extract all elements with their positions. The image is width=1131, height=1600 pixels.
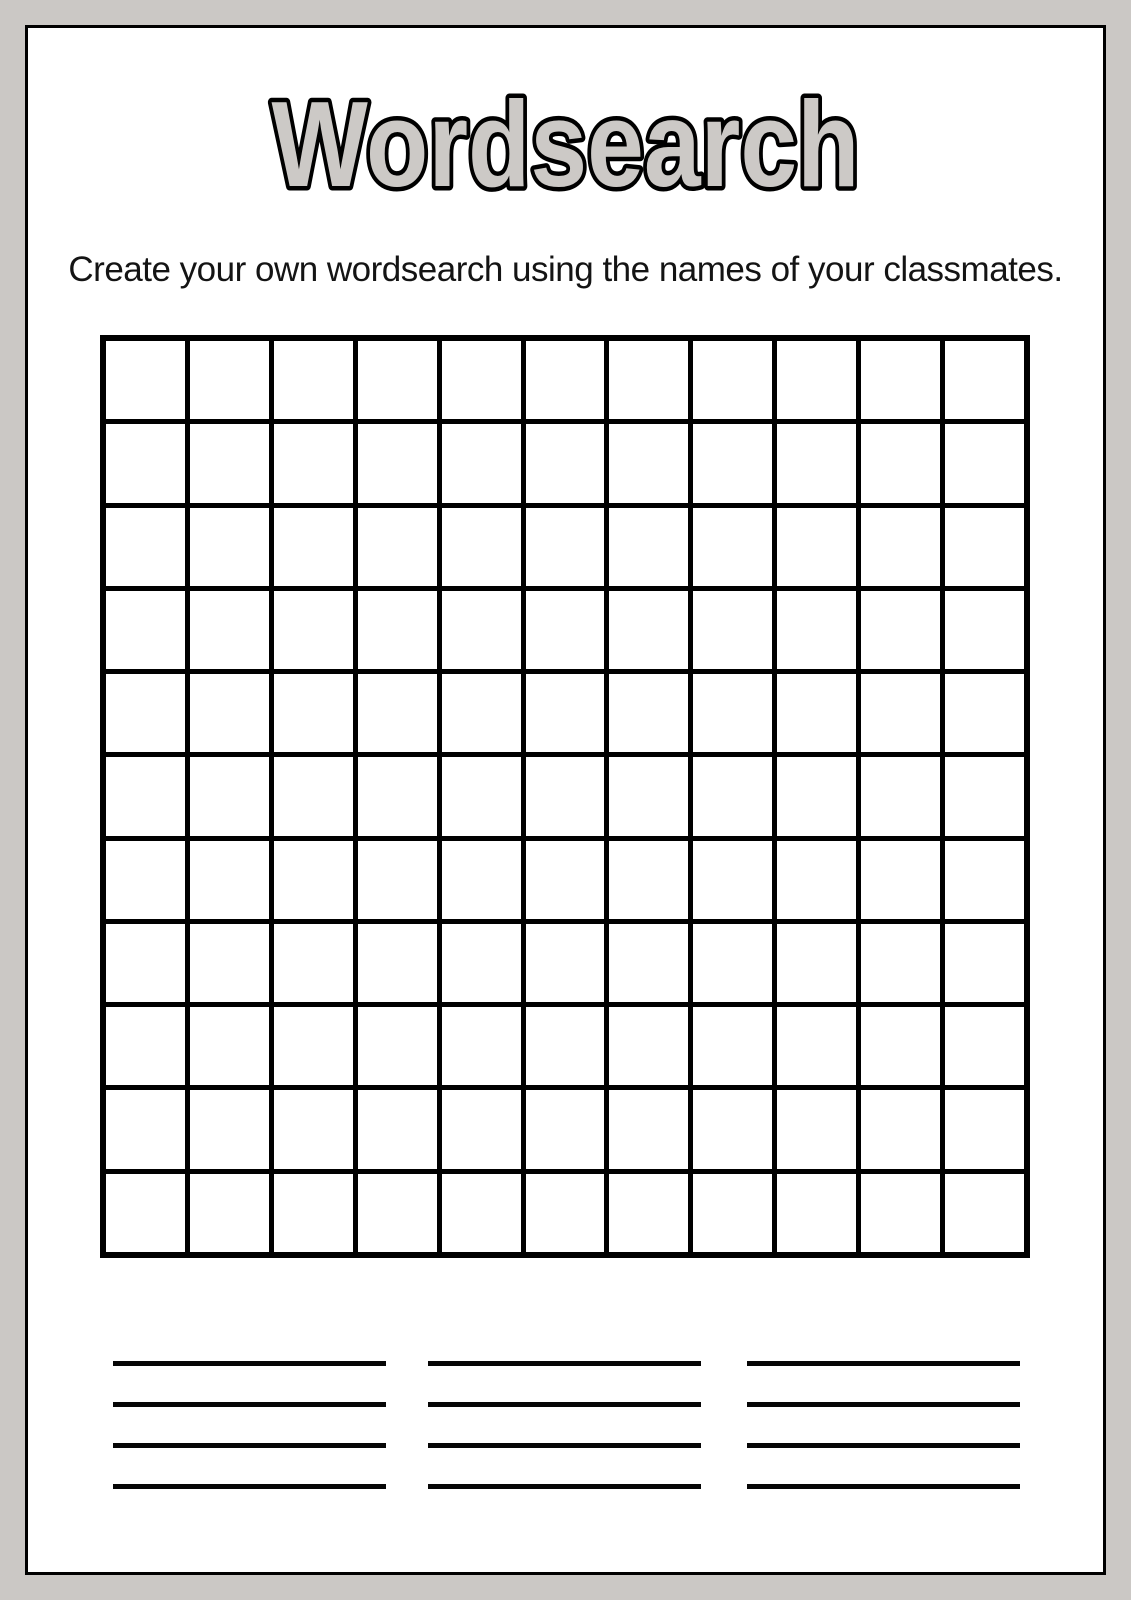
grid-cell[interactable] — [190, 1007, 269, 1085]
wordsearch-grid — [100, 335, 1030, 1258]
grid-cell[interactable] — [526, 757, 605, 835]
grid-cell[interactable] — [609, 591, 688, 669]
grid-cell[interactable] — [358, 757, 437, 835]
grid-cell[interactable] — [526, 924, 605, 1002]
grid-cell[interactable] — [777, 924, 856, 1002]
grid-cell[interactable] — [274, 1007, 353, 1085]
grid-cell[interactable] — [274, 674, 353, 752]
grid-cell[interactable] — [609, 757, 688, 835]
grid-cell[interactable] — [526, 591, 605, 669]
grid-cell[interactable] — [358, 924, 437, 1002]
grid-cell[interactable] — [777, 1090, 856, 1168]
grid-cell[interactable] — [777, 674, 856, 752]
answer-line[interactable] — [113, 1443, 386, 1448]
grid-cell[interactable] — [358, 841, 437, 919]
grid-cell[interactable] — [777, 508, 856, 586]
grid-cell[interactable] — [526, 674, 605, 752]
grid-cell[interactable] — [777, 341, 856, 419]
grid-cell[interactable] — [190, 1090, 269, 1168]
grid-cell[interactable] — [274, 924, 353, 1002]
grid-cell[interactable] — [526, 841, 605, 919]
grid-cell[interactable] — [945, 757, 1024, 835]
grid-cell[interactable] — [945, 1090, 1024, 1168]
grid-cell[interactable] — [358, 591, 437, 669]
grid-cell[interactable] — [861, 841, 940, 919]
grid-cell[interactable] — [945, 841, 1024, 919]
grid-cell[interactable] — [274, 841, 353, 919]
answer-line[interactable] — [428, 1443, 701, 1448]
grid-cell[interactable] — [693, 341, 772, 419]
grid-cell[interactable] — [693, 1007, 772, 1085]
grid-cell[interactable] — [274, 341, 353, 419]
grid-cell[interactable] — [945, 591, 1024, 669]
grid-cell[interactable] — [442, 757, 521, 835]
grid-cell[interactable] — [861, 424, 940, 502]
grid-cell[interactable] — [693, 924, 772, 1002]
answer-line-column — [747, 1361, 1020, 1489]
grid-cell[interactable] — [693, 757, 772, 835]
grid-cell[interactable] — [526, 1174, 605, 1252]
grid-cell[interactable] — [777, 424, 856, 502]
grid-cell[interactable] — [358, 341, 437, 419]
grid-cell[interactable] — [190, 1174, 269, 1252]
grid-cell[interactable] — [861, 674, 940, 752]
grid-cell[interactable] — [442, 841, 521, 919]
grid-cell[interactable] — [190, 508, 269, 586]
answer-line-column — [113, 1361, 386, 1489]
grid-cell[interactable] — [106, 1007, 185, 1085]
grid-cell[interactable] — [609, 1174, 688, 1252]
grid-cell[interactable] — [442, 1174, 521, 1252]
grid-cell[interactable] — [945, 924, 1024, 1002]
grid-cell[interactable] — [526, 341, 605, 419]
grid-cell[interactable] — [442, 674, 521, 752]
grid-cell[interactable] — [693, 1090, 772, 1168]
grid-cell[interactable] — [442, 1090, 521, 1168]
grid-cell[interactable] — [693, 1174, 772, 1252]
grid-cell[interactable] — [190, 341, 269, 419]
grid-cell[interactable] — [693, 674, 772, 752]
grid-cell[interactable] — [106, 757, 185, 835]
grid-cell[interactable] — [526, 424, 605, 502]
answer-line[interactable] — [428, 1484, 701, 1489]
grid-cell[interactable] — [274, 757, 353, 835]
grid-cell[interactable] — [609, 341, 688, 419]
grid-cell[interactable] — [358, 508, 437, 586]
answer-line[interactable] — [747, 1484, 1020, 1489]
grid-cell[interactable] — [358, 1090, 437, 1168]
grid-cell[interactable] — [693, 841, 772, 919]
grid-cell[interactable] — [777, 1007, 856, 1085]
grid-cell[interactable] — [609, 674, 688, 752]
grid-cell[interactable] — [609, 1007, 688, 1085]
grid-cell[interactable] — [358, 1007, 437, 1085]
answer-line[interactable] — [747, 1361, 1020, 1366]
grid-cell[interactable] — [358, 1174, 437, 1252]
grid-cell[interactable] — [442, 924, 521, 1002]
grid-cell[interactable] — [106, 841, 185, 919]
answer-line[interactable] — [747, 1443, 1020, 1448]
grid-cell[interactable] — [609, 424, 688, 502]
grid-cell[interactable] — [106, 1174, 185, 1252]
grid-cell[interactable] — [861, 1174, 940, 1252]
answer-line[interactable] — [113, 1361, 386, 1366]
grid-cell[interactable] — [190, 424, 269, 502]
grid-cell[interactable] — [609, 841, 688, 919]
grid-cell[interactable] — [106, 424, 185, 502]
grid-cell[interactable] — [693, 591, 772, 669]
answer-line[interactable] — [113, 1402, 386, 1407]
grid-cell[interactable] — [526, 1007, 605, 1085]
grid-cell[interactable] — [945, 424, 1024, 502]
answer-line[interactable] — [113, 1484, 386, 1489]
grid-cell[interactable] — [861, 508, 940, 586]
grid-cell[interactable] — [945, 508, 1024, 586]
grid-cell[interactable] — [777, 841, 856, 919]
answer-line[interactable] — [428, 1402, 701, 1407]
grid-cell[interactable] — [106, 674, 185, 752]
grid-cell[interactable] — [693, 508, 772, 586]
grid-cell[interactable] — [190, 841, 269, 919]
grid-cell[interactable] — [358, 424, 437, 502]
grid-cell[interactable] — [274, 591, 353, 669]
grid-cell[interactable] — [442, 591, 521, 669]
grid-cell[interactable] — [526, 1090, 605, 1168]
page-title: Wordsearch — [271, 76, 860, 212]
grid-cell[interactable] — [442, 424, 521, 502]
grid-cell[interactable] — [945, 1007, 1024, 1085]
grid-cell[interactable] — [861, 757, 940, 835]
grid-cell[interactable] — [190, 674, 269, 752]
instruction-text: Create your own wordsearch using the names of your classmates. — [68, 250, 1063, 289]
answer-line-column — [428, 1361, 701, 1489]
grid-cell[interactable] — [106, 508, 185, 586]
grid-cell[interactable] — [693, 424, 772, 502]
grid-cell[interactable] — [190, 757, 269, 835]
grid-cell[interactable] — [777, 591, 856, 669]
grid-cell[interactable] — [190, 924, 269, 1002]
grid-cell[interactable] — [609, 1090, 688, 1168]
grid-cell[interactable] — [442, 341, 521, 419]
worksheet-page — [25, 25, 1106, 1575]
grid-cell[interactable] — [526, 508, 605, 586]
grid-cell[interactable] — [945, 1174, 1024, 1252]
grid-cell[interactable] — [274, 1090, 353, 1168]
grid-cell[interactable] — [274, 1174, 353, 1252]
answer-line[interactable] — [747, 1402, 1020, 1407]
grid-cell[interactable] — [777, 757, 856, 835]
grid-cell[interactable] — [442, 508, 521, 586]
grid-cell[interactable] — [358, 674, 437, 752]
grid-cell[interactable] — [945, 341, 1024, 419]
grid-cell[interactable] — [861, 341, 940, 419]
grid-cell[interactable] — [106, 1090, 185, 1168]
grid-cell[interactable] — [106, 341, 185, 419]
answer-lines-section — [28, 1361, 1103, 1521]
title-wordart — [28, 66, 1103, 226]
grid-cell[interactable] — [274, 424, 353, 502]
grid-cell[interactable] — [861, 1007, 940, 1085]
grid-cell[interactable] — [274, 508, 353, 586]
grid-cell[interactable] — [609, 924, 688, 1002]
grid-cell[interactable] — [190, 591, 269, 669]
grid-cell[interactable] — [861, 591, 940, 669]
grid-cell[interactable] — [777, 1174, 856, 1252]
grid-cell[interactable] — [106, 924, 185, 1002]
grid-cell[interactable] — [861, 1090, 940, 1168]
grid-cell[interactable] — [442, 1007, 521, 1085]
grid-cell[interactable] — [106, 591, 185, 669]
answer-line[interactable] — [428, 1361, 701, 1366]
grid-cell[interactable] — [861, 924, 940, 1002]
grid-cell[interactable] — [609, 508, 688, 586]
grid-cell[interactable] — [945, 674, 1024, 752]
